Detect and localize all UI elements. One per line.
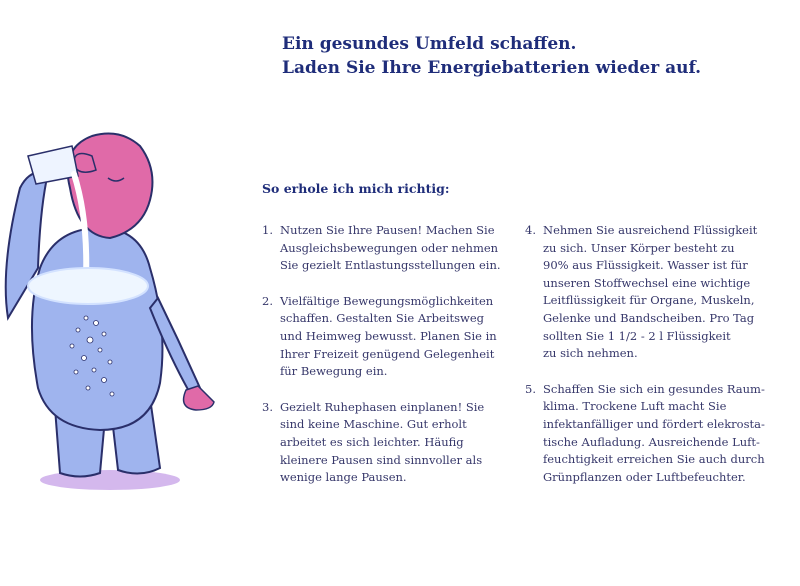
title-line-2: Laden Sie Ihre Energiebatterien wieder auf. — [282, 58, 702, 78]
item-text-line: 90% aus Flüssigkeit. Wasser ist für — [543, 258, 748, 273]
item-text-line: infektanfälliger und fördert elekrosta- — [543, 416, 765, 431]
water-splash — [28, 268, 148, 304]
page-title — [282, 32, 782, 80]
list-item — [262, 293, 512, 381]
tips-list-right-column — [525, 222, 787, 504]
item-text — [543, 222, 787, 363]
body — [32, 228, 162, 430]
cartoon-man-drinking-water-illustration — [0, 118, 240, 498]
item-text-line: sollten Sie 1 1/2 - 2 l Flüssigkeit — [543, 328, 731, 343]
item-number: 3. — [262, 399, 273, 414]
section-subheading: So erhole ich mich richtig: — [262, 181, 450, 196]
item-text-line: für Bewegung ein. — [280, 364, 388, 379]
item-text-line: wenige lange Pausen. — [280, 470, 407, 485]
item-number: 4. — [525, 223, 536, 237]
item-text — [280, 399, 512, 487]
list-item — [262, 222, 512, 275]
item-text-line: Gezielt Ruhephasen einplanen! Sie — [280, 399, 485, 414]
item-text-line: sind keine Maschine. Gut erholt — [280, 417, 467, 432]
item-text-line: Grünpflanzen oder Luftbefeuchter. — [543, 469, 746, 484]
item-text-line: klima. Trockene Luft macht Sie — [543, 399, 727, 414]
item-text-line: kleinere Pausen sind sinnvoller als — [280, 452, 483, 467]
item-text-line: Schaffen Sie sich ein gesundes Raum- — [543, 381, 765, 396]
item-text-line: zu sich. Unser Körper besteht zu — [543, 240, 735, 255]
item-text-line: schaffen. Gestalten Sie Arbeitsweg — [280, 311, 485, 326]
item-text-line: Nehmen Sie ausreichend Flüssigkeit — [543, 223, 758, 237]
item-text-line: arbeitet es sich leichter. Häufig — [280, 434, 464, 449]
item-text-line: zu sich nehmen. — [543, 346, 638, 361]
list-item — [525, 381, 787, 487]
tips-list-left-column — [262, 222, 512, 505]
item-number: 5. — [525, 381, 536, 396]
item-text-line: und Heimweg bewusst. Planen Sie in — [280, 328, 497, 343]
item-text — [543, 381, 787, 487]
item-text-line: Nutzen Sie Ihre Pausen! Machen Sie — [280, 223, 495, 237]
item-text-line: Leitflüssigkeit für Organe, Muskeln, — [543, 293, 755, 308]
list-item — [525, 222, 787, 363]
item-number: 2. — [262, 293, 273, 308]
item-text-line: unseren Stoffwechsel eine wichtige — [543, 275, 751, 290]
item-text-line: Ausgleichsbewegungen oder nehmen — [280, 240, 499, 255]
item-text-line: Sie gezielt Entlastungsstellungen ein. — [280, 258, 501, 273]
item-text-line: Vielfältige Bewegungsmöglichkeiten — [280, 293, 494, 308]
item-text-line: tische Aufladung. Ausreichende Luft- — [543, 434, 760, 449]
item-text-line: Gelenke und Bandscheiben. Pro Tag — [543, 310, 755, 325]
list-item — [262, 399, 512, 487]
item-text — [280, 222, 512, 275]
item-text-line: feuchtigkeit erreichen Sie auch durch — [543, 452, 765, 467]
item-text — [280, 293, 512, 381]
item-text-line: Ihrer Freizeit genügend Gelegenheit — [280, 346, 495, 361]
right-hand — [184, 386, 214, 410]
title-line-1: Ein gesundes Umfeld schaffen. — [282, 34, 577, 54]
item-number: 1. — [262, 223, 273, 237]
